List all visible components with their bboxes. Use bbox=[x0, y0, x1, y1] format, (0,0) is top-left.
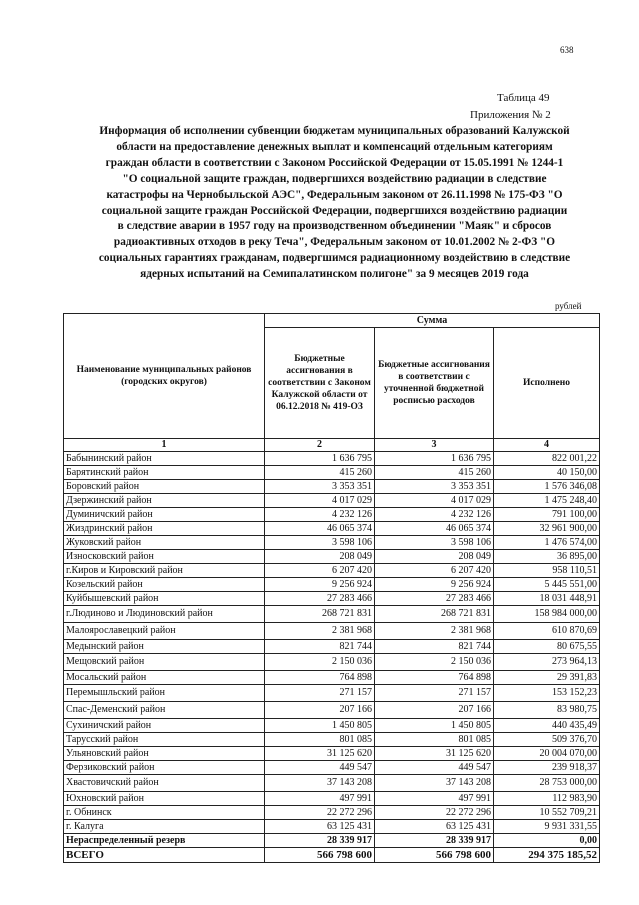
executed-cell: 10 552 709,21 bbox=[494, 806, 600, 820]
executed-cell: 440 435,49 bbox=[494, 719, 600, 733]
district-name-cell: г.Людиново и Людиновский район bbox=[64, 606, 265, 623]
district-name-cell: г.Киров и Кировский район bbox=[64, 564, 265, 578]
district-name-cell: Ферзиковский район bbox=[64, 761, 265, 775]
executed-cell: 791 100,00 bbox=[494, 508, 600, 522]
district-name-cell: г. Калуга bbox=[64, 820, 265, 834]
title-line: социальной защите граждан Российской Федерации, подвергшихся воздействию радиации bbox=[101, 204, 568, 217]
revised-budget-cell: 37 143 208 bbox=[375, 775, 494, 792]
revised-budget-cell: 22 272 296 bbox=[375, 806, 494, 820]
executed-cell: 83 980,75 bbox=[494, 702, 600, 719]
law-budget-cell: 497 991 bbox=[265, 792, 375, 806]
table-row bbox=[64, 654, 600, 671]
law-budget-cell: 6 207 420 bbox=[265, 564, 375, 578]
executed-cell: 610 870,69 bbox=[494, 623, 600, 640]
table-row bbox=[64, 480, 600, 494]
district-name-cell: Юхновский район bbox=[64, 792, 265, 806]
revised-budget-cell: 208 049 bbox=[375, 550, 494, 564]
executed-cell: 32 961 900,00 bbox=[494, 522, 600, 536]
table-row bbox=[64, 522, 600, 536]
revised-budget-cell: 63 125 431 bbox=[375, 820, 494, 834]
district-name-cell: ВСЕГО bbox=[64, 848, 265, 863]
table-row bbox=[64, 747, 600, 761]
title-line: Информация об исполнении субвенции бюджетам муниципальных образований Калужской bbox=[99, 125, 570, 137]
table-row bbox=[64, 685, 600, 702]
district-name-cell: Козельский район bbox=[64, 578, 265, 592]
title-line: социальных гарантиях гражданам, подвергшимся радиационному воздействию в следствие bbox=[98, 252, 571, 265]
law-budget-cell: 268 721 831 bbox=[265, 606, 375, 623]
district-name-cell: Думиничский район bbox=[64, 508, 265, 522]
revised-budget-cell: 764 898 bbox=[375, 671, 494, 685]
revised-budget-cell: 27 283 466 bbox=[375, 592, 494, 606]
revised-budget-cell: 207 166 bbox=[375, 702, 494, 719]
revised-budget-cell: 1 450 805 bbox=[375, 719, 494, 733]
law-budget-cell: 46 065 374 bbox=[265, 522, 375, 536]
district-name-cell: Ульяновский район bbox=[64, 747, 265, 761]
district-name-cell: Спас-Деменский район bbox=[64, 702, 265, 719]
appendix-label: Приложения № 2 bbox=[470, 109, 551, 121]
executed-cell: 822 001,22 bbox=[494, 452, 600, 466]
revised-budget-cell: 3 598 106 bbox=[375, 536, 494, 550]
law-budget-cell: 566 798 600 bbox=[265, 848, 375, 863]
district-name-cell: Медынский район bbox=[64, 640, 265, 654]
executed-cell: 158 984 000,00 bbox=[494, 606, 600, 623]
table-row bbox=[64, 466, 600, 480]
law-budget-cell: 1 450 805 bbox=[265, 719, 375, 733]
law-budget-cell: 764 898 bbox=[265, 671, 375, 685]
table-row bbox=[64, 640, 600, 654]
district-name-cell: Хвастовичский район bbox=[64, 775, 265, 792]
executed-cell: 40 150,00 bbox=[494, 466, 600, 480]
table-row bbox=[64, 536, 600, 550]
executed-cell: 18 031 448,91 bbox=[494, 592, 600, 606]
law-budget-cell: 4 232 126 bbox=[265, 508, 375, 522]
law-budget-cell: 2 381 968 bbox=[265, 623, 375, 640]
units-label: рублей bbox=[555, 301, 582, 311]
law-budget-cell: 208 049 bbox=[265, 550, 375, 564]
law-budget-cell: 821 744 bbox=[265, 640, 375, 654]
table-row bbox=[64, 806, 600, 820]
law-budget-cell: 207 166 bbox=[265, 702, 375, 719]
revised-budget-cell: 6 207 420 bbox=[375, 564, 494, 578]
law-budget-cell: 271 157 bbox=[265, 685, 375, 702]
revised-budget-cell: 2 381 968 bbox=[375, 623, 494, 640]
table-row bbox=[64, 592, 600, 606]
table-row bbox=[64, 719, 600, 733]
law-budget-cell: 4 017 029 bbox=[265, 494, 375, 508]
law-budget-cell: 31 125 620 bbox=[265, 747, 375, 761]
title-line: в следствие аварии в 1957 году на производственном объединении "Маяк" и сбросов bbox=[117, 220, 552, 233]
title-line: катастрофы на Чернобыльской АЭС", Федеральным законом от 26.11.1998 № 175-ФЗ "О bbox=[106, 188, 563, 201]
column-index: 3 bbox=[375, 439, 494, 452]
revised-budget-cell: 4 017 029 bbox=[375, 494, 494, 508]
revised-budget-cell: 821 744 bbox=[375, 640, 494, 654]
law-budget-cell: 3 598 106 bbox=[265, 536, 375, 550]
law-budget-cell: 9 256 924 bbox=[265, 578, 375, 592]
column-header-law-budget: Бюджетные ассигнования в соответствии с Законом Калужской области от 06.12.2018 № 419-ОЗ bbox=[265, 328, 375, 439]
executed-cell: 29 391,83 bbox=[494, 671, 600, 685]
executed-cell: 80 675,55 bbox=[494, 640, 600, 654]
revised-budget-cell: 2 150 036 bbox=[375, 654, 494, 671]
district-name-cell: Сухиничский район bbox=[64, 719, 265, 733]
executed-cell: 36 895,00 bbox=[494, 550, 600, 564]
executed-cell: 294 375 185,52 bbox=[494, 848, 600, 863]
executed-cell: 509 376,70 bbox=[494, 733, 600, 747]
district-name-cell: г. Обнинск bbox=[64, 806, 265, 820]
title-line: радиоактивных отходов в реку Теча", Федеральным законом от 10.01.2002 № 2-ФЗ "О bbox=[113, 236, 556, 249]
executed-cell: 112 983,90 bbox=[494, 792, 600, 806]
title-line: "О социальной защите граждан, подвергшихся воздействию радиации в следствие bbox=[122, 172, 547, 185]
district-name-cell: Мещовский район bbox=[64, 654, 265, 671]
document-title bbox=[58, 124, 611, 283]
revised-budget-cell: 801 085 bbox=[375, 733, 494, 747]
district-name-cell: Дзержинский район bbox=[64, 494, 265, 508]
table-label: Таблица 49 bbox=[497, 92, 550, 104]
district-name-cell: Тарусский район bbox=[64, 733, 265, 747]
table-row bbox=[64, 761, 600, 775]
column-header-executed: Исполнено bbox=[494, 328, 600, 439]
district-name-cell: Жиздринский район bbox=[64, 522, 265, 536]
executed-cell: 1 476 574,00 bbox=[494, 536, 600, 550]
title-line: граждан области в соответствии с Законом Российской Федерации от 15.05.1991 № 1244-1 bbox=[105, 156, 564, 169]
revised-budget-cell: 28 339 917 bbox=[375, 834, 494, 848]
law-budget-cell: 22 272 296 bbox=[265, 806, 375, 820]
executed-cell: 958 110,51 bbox=[494, 564, 600, 578]
revised-budget-cell: 268 721 831 bbox=[375, 606, 494, 623]
table-row bbox=[64, 702, 600, 719]
revised-budget-cell: 46 065 374 bbox=[375, 522, 494, 536]
revised-budget-cell: 3 353 351 bbox=[375, 480, 494, 494]
column-header-revised-budget: Бюджетные ассигнования в соответствии с уточненной бюджетной росписью расходов bbox=[375, 328, 494, 439]
table-row bbox=[64, 671, 600, 685]
revised-budget-cell: 415 260 bbox=[375, 466, 494, 480]
district-name-cell: Куйбышевский район bbox=[64, 592, 265, 606]
executed-cell: 5 445 551,00 bbox=[494, 578, 600, 592]
revised-budget-cell: 1 636 795 bbox=[375, 452, 494, 466]
column-header-name: Наименование муниципальных районов (городских округов) bbox=[64, 314, 265, 439]
table-row bbox=[64, 452, 600, 466]
revised-budget-cell: 566 798 600 bbox=[375, 848, 494, 863]
subvention-table bbox=[63, 313, 600, 863]
law-budget-cell: 801 085 bbox=[265, 733, 375, 747]
column-header-sum: Сумма bbox=[265, 314, 600, 328]
executed-cell: 1 475 248,40 bbox=[494, 494, 600, 508]
law-budget-cell: 449 547 bbox=[265, 761, 375, 775]
column-index: 1 bbox=[64, 439, 265, 452]
title-line: области на предоставление денежных выплат и компенсаций отдельным категориям bbox=[116, 140, 553, 153]
table-row bbox=[64, 606, 600, 623]
executed-cell: 239 918,37 bbox=[494, 761, 600, 775]
executed-cell: 153 152,23 bbox=[494, 685, 600, 702]
column-index: 2 bbox=[265, 439, 375, 452]
law-budget-cell: 63 125 431 bbox=[265, 820, 375, 834]
revised-budget-cell: 9 256 924 bbox=[375, 578, 494, 592]
law-budget-cell: 27 283 466 bbox=[265, 592, 375, 606]
executed-cell: 28 753 000,00 bbox=[494, 775, 600, 792]
executed-cell: 0,00 bbox=[494, 834, 600, 848]
law-budget-cell: 3 353 351 bbox=[265, 480, 375, 494]
district-name-cell: Малоярославецкий район bbox=[64, 623, 265, 640]
executed-cell: 9 931 331,55 bbox=[494, 820, 600, 834]
district-name-cell: Нераспределенный резерв bbox=[64, 834, 265, 848]
law-budget-cell: 1 636 795 bbox=[265, 452, 375, 466]
district-name-cell: Перемышльский район bbox=[64, 685, 265, 702]
table-row bbox=[64, 834, 600, 848]
table-row bbox=[64, 733, 600, 747]
table-row bbox=[64, 848, 600, 863]
table-row bbox=[64, 494, 600, 508]
table-row bbox=[64, 550, 600, 564]
district-name-cell: Жуковский район bbox=[64, 536, 265, 550]
district-name-cell: Мосальский район bbox=[64, 671, 265, 685]
executed-cell: 1 576 346,08 bbox=[494, 480, 600, 494]
revised-budget-cell: 497 991 bbox=[375, 792, 494, 806]
revised-budget-cell: 31 125 620 bbox=[375, 747, 494, 761]
title-line: ядерных испытаний на Семипалатинском полигоне" за 9 месяцев 2019 года bbox=[140, 268, 529, 281]
table-row bbox=[64, 578, 600, 592]
table-row bbox=[64, 564, 600, 578]
district-name-cell: Износковский район bbox=[64, 550, 265, 564]
table-row bbox=[64, 792, 600, 806]
district-name-cell: Боровский район bbox=[64, 480, 265, 494]
table-row bbox=[64, 820, 600, 834]
table-body bbox=[64, 452, 600, 863]
executed-cell: 20 004 070,00 bbox=[494, 747, 600, 761]
law-budget-cell: 2 150 036 bbox=[265, 654, 375, 671]
revised-budget-cell: 449 547 bbox=[375, 761, 494, 775]
district-name-cell: Барятинский район bbox=[64, 466, 265, 480]
table-row bbox=[64, 508, 600, 522]
column-index: 4 bbox=[494, 439, 600, 452]
law-budget-cell: 28 339 917 bbox=[265, 834, 375, 848]
law-budget-cell: 415 260 bbox=[265, 466, 375, 480]
district-name-cell: Бабынинский район bbox=[64, 452, 265, 466]
page-number: 638 bbox=[560, 45, 574, 55]
revised-budget-cell: 271 157 bbox=[375, 685, 494, 702]
executed-cell: 273 964,13 bbox=[494, 654, 600, 671]
table-row bbox=[64, 775, 600, 792]
law-budget-cell: 37 143 208 bbox=[265, 775, 375, 792]
table-row bbox=[64, 623, 600, 640]
revised-budget-cell: 4 232 126 bbox=[375, 508, 494, 522]
